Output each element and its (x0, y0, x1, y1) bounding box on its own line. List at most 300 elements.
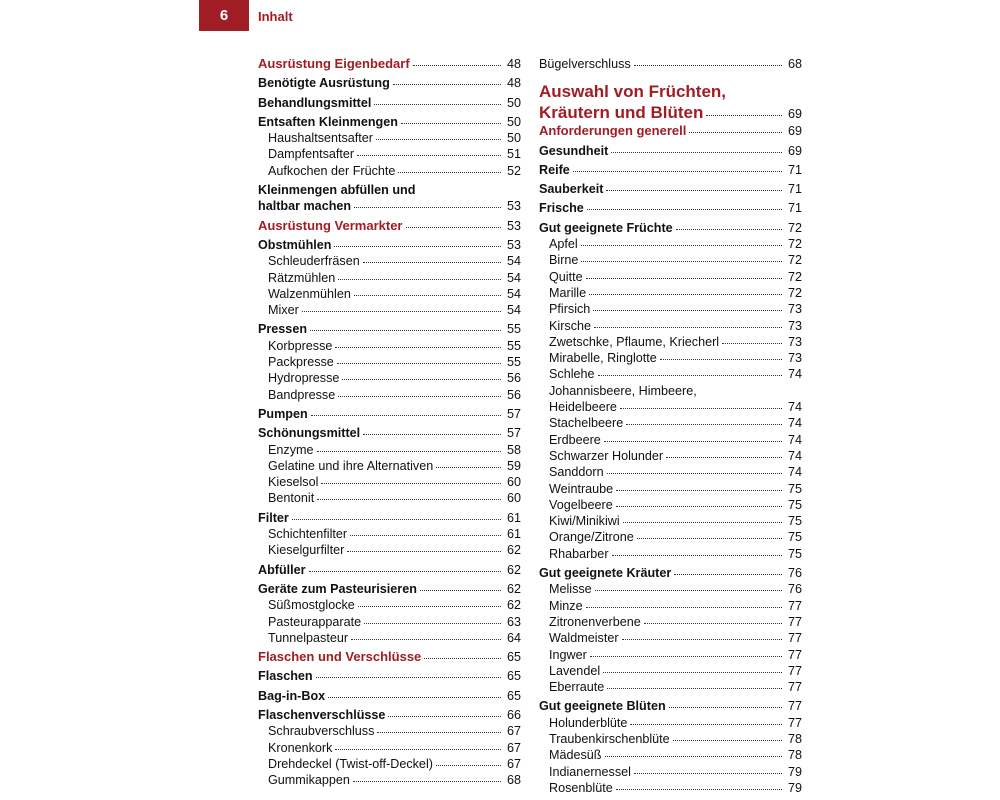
toc-leader-dots (603, 672, 782, 673)
toc-leader-dots (607, 688, 782, 689)
toc-entry-title: Walzenmühlen (268, 286, 351, 301)
toc-entry[interactable] (258, 542, 521, 558)
toc-entry-page: 74 (787, 448, 802, 463)
toc-entry-title: Kieselsol (268, 475, 319, 490)
toc-entry[interactable] (539, 236, 802, 252)
toc-entry-page: 67 (506, 724, 521, 739)
toc-entry-page: 67 (506, 756, 521, 771)
toc-section-heading[interactable] (258, 56, 521, 72)
toc-entry[interactable] (539, 162, 802, 178)
toc-entry[interactable] (539, 764, 802, 780)
toc-entry-title: Pressen (258, 322, 308, 337)
toc-entry-page: 57 (506, 406, 521, 421)
toc-entry[interactable] (258, 688, 521, 704)
toc-entry-page: 74 (787, 367, 802, 382)
toc-entry-title: Mädesüß (549, 748, 602, 763)
toc-entry-title: Rätzmühlen (268, 270, 336, 285)
toc-entry-page: 53 (506, 237, 521, 252)
toc-leader-dots (342, 379, 501, 380)
toc-entry[interactable] (539, 200, 802, 216)
toc-entry-page: 72 (787, 253, 802, 268)
toc-entry-title: Quitte (549, 269, 583, 284)
toc-left-column (258, 56, 521, 788)
header-title: Inhalt (258, 9, 293, 24)
toc-entry-title: Benötigte Ausrüstung (258, 76, 390, 91)
toc-entry-title: Bag-in-Box (258, 688, 326, 703)
toc-entry-title: Enzyme (268, 442, 314, 457)
toc-entry-title: Gut geeignete Blüten (539, 699, 666, 714)
toc-leader-dots (722, 343, 782, 344)
toc-entry-page: 54 (506, 286, 521, 301)
toc-entry-page: 75 (787, 481, 802, 496)
toc-entry-page: 53 (506, 218, 521, 233)
toc-entry-page: 69 (787, 143, 802, 158)
toc-entry-page: 53 (506, 199, 521, 214)
toc-entry-page: 78 (787, 748, 802, 763)
toc-entry-page: 77 (787, 715, 802, 730)
toc-entry-title: Gut geeignete Früchte (539, 220, 673, 235)
toc-leader-dots (377, 732, 501, 733)
toc-entry[interactable] (258, 740, 521, 756)
toc-entry-page: 76 (787, 566, 802, 581)
toc-leader-dots (623, 522, 782, 523)
toc-entry[interactable] (258, 581, 521, 597)
toc-entry-title: Melisse (549, 582, 592, 597)
toc-entry-title: Schichtenfilter (268, 527, 348, 542)
toc-leader-dots (347, 551, 501, 552)
toc-entry-title: Rhabarber (549, 546, 609, 561)
toc-entry[interactable] (539, 56, 802, 72)
toc-leader-dots (337, 363, 501, 364)
toc-entry[interactable] (539, 448, 802, 464)
toc-entry[interactable] (258, 723, 521, 739)
toc-leader-dots (363, 262, 501, 263)
toc-entry-page: 55 (506, 355, 521, 370)
toc-leader-dots (316, 677, 501, 678)
toc-leader-dots (612, 555, 782, 556)
toc-leader-dots (605, 756, 783, 757)
toc-entry-page: 77 (787, 631, 802, 646)
toc-entry-page: 54 (506, 270, 521, 285)
toc-entry[interactable] (258, 338, 521, 354)
toc-entry[interactable] (258, 237, 521, 253)
toc-leader-dots (669, 707, 782, 708)
toc-entry-title: Waldmeister (549, 631, 619, 646)
toc-entry-title: Packpresse (268, 355, 334, 370)
toc-leader-dots (338, 396, 501, 397)
toc-entry-title: Pasteurapparate (268, 614, 362, 629)
toc-entry-title: Ingwer (549, 647, 587, 662)
toc-leader-dots (292, 519, 501, 520)
toc-leader-dots (620, 408, 782, 409)
toc-leader-dots (351, 639, 501, 640)
toc-leader-dots (594, 327, 782, 328)
toc-entry[interactable] (258, 490, 521, 506)
toc-entry[interactable] (258, 286, 521, 302)
toc-entry[interactable] (539, 546, 802, 562)
chapter-heading-line1: Auswahl von Früchten, (539, 82, 727, 102)
toc-entry-page: 62 (506, 562, 521, 577)
toc-leader-dots (634, 65, 782, 66)
toc-entry[interactable] (539, 663, 802, 679)
toc-entry-page: 65 (506, 650, 521, 665)
toc-entry-page: 61 (506, 510, 521, 525)
toc-entry-title: Mirabelle, Ringlotte (549, 351, 657, 366)
toc-entry-page: 77 (787, 663, 802, 678)
toc-entry-title: Mixer (268, 303, 299, 318)
toc-leader-dots (674, 574, 782, 575)
toc-entry-page: 72 (787, 285, 802, 300)
toc-entry-title: Weintraube (549, 481, 614, 496)
toc-entry-title: Gelatine und ihre Alternativen (268, 458, 434, 473)
toc-entry-title: Tunnelpasteur (268, 630, 349, 645)
toc-entry[interactable] (539, 301, 802, 317)
toc-entry[interactable] (258, 354, 521, 370)
toc-section-heading[interactable] (539, 123, 802, 139)
toc-leader-dots (595, 590, 782, 591)
toc-entry[interactable] (539, 432, 802, 448)
toc-leader-dots (593, 310, 782, 311)
toc-entry-page: 77 (787, 699, 802, 714)
toc-entry[interactable] (539, 529, 802, 545)
toc-entry[interactable] (258, 510, 521, 526)
toc-leader-dots (335, 347, 501, 348)
toc-leader-dots (310, 330, 501, 331)
toc-entry-page: 75 (787, 497, 802, 512)
toc-entry-title: Flaschen und Verschlüsse (258, 649, 422, 665)
toc-entry-page: 57 (506, 426, 521, 441)
toc-leader-dots (616, 490, 782, 491)
toc-entry-title: Sauberkeit (539, 182, 604, 197)
toc-entry-title: Hydropresse (268, 371, 340, 386)
toc-entry-page: 50 (506, 95, 521, 110)
toc-entry-title: Indianernessel (549, 764, 631, 779)
toc-entry-title: Obstmühlen (258, 237, 332, 252)
toc-entry[interactable] (539, 747, 802, 763)
toc-entry-title: Kronenkork (268, 740, 333, 755)
toc-leader-dots (335, 749, 501, 750)
toc-entry-page: 48 (506, 57, 521, 71)
toc-entry-page: 50 (506, 114, 521, 129)
toc-leader-dots (363, 434, 501, 435)
toc-entry[interactable] (539, 780, 802, 796)
toc-leader-dots (406, 227, 502, 228)
toc-entry-title: Schleuderfräsen (268, 254, 360, 269)
toc-entry[interactable] (539, 481, 802, 497)
toc-entry[interactable] (258, 442, 521, 458)
toc-entry[interactable] (539, 252, 802, 268)
toc-leader-dots (321, 483, 501, 484)
toc-entry-page: 73 (787, 334, 802, 349)
toc-entry-page: 75 (787, 546, 802, 561)
toc-entry-title: Zitronenverbene (549, 614, 641, 629)
chapter-heading[interactable] (539, 81, 802, 123)
toc-leader-dots (611, 152, 782, 153)
toc-entry-page: 73 (787, 351, 802, 366)
toc-entry[interactable] (258, 630, 521, 646)
toc-leader-dots (604, 441, 782, 442)
toc-leader-dots (634, 773, 782, 774)
toc-entry-page: 74 (787, 416, 802, 431)
toc-leader-dots (317, 499, 501, 500)
toc-entry[interactable] (539, 731, 802, 747)
toc-leader-dots (586, 278, 782, 279)
toc-leader-dots (644, 623, 782, 624)
toc-entry[interactable] (539, 565, 802, 581)
toc-entry[interactable] (258, 130, 521, 146)
toc-entry-title: Flaschen (258, 669, 313, 684)
toc-leader-dots (598, 375, 782, 376)
toc-entry-page: 74 (787, 432, 802, 447)
toc-leader-dots (424, 658, 501, 659)
toc-entry-title: Sanddorn (549, 465, 604, 480)
toc-section-heading[interactable] (258, 649, 521, 665)
toc-leader-dots (676, 229, 782, 230)
toc-leader-dots (616, 506, 782, 507)
toc-leader-dots (606, 190, 782, 191)
toc-entry-title: Gut geeignete Kräuter (539, 566, 672, 581)
toc-entry-title: Filter (258, 510, 289, 525)
toc-leader-dots (581, 261, 782, 262)
toc-entry[interactable] (258, 253, 521, 269)
toc-entry[interactable] (258, 756, 521, 772)
toc-entry-title: Abfüller (258, 562, 306, 577)
toc-entry-page: 62 (506, 543, 521, 558)
toc-entry-title: Rosenblüte (549, 780, 613, 795)
toc-entry[interactable] (258, 772, 521, 788)
toc-entry-title-line[interactable]: Johannisbeere, Himbeere, (549, 383, 697, 398)
toc-entry[interactable] (258, 614, 521, 630)
toc-leader-dots (637, 538, 782, 539)
toc-entry-title: Ausrüstung Eigenbedarf (258, 56, 410, 71)
toc-leader-dots (626, 424, 782, 425)
toc-entry-title: Kieselgurfilter (268, 543, 345, 558)
toc-entry-page: 61 (506, 527, 521, 542)
page-number: 6 (219, 7, 229, 24)
toc-leader-dots (706, 115, 782, 116)
toc-entry[interactable] (258, 458, 521, 474)
toc-entry[interactable] (539, 647, 802, 663)
toc-entry-title: Pfirsich (549, 302, 591, 317)
toc-entry[interactable] (539, 366, 802, 382)
toc-entry[interactable] (539, 614, 802, 630)
toc-leader-dots (317, 451, 502, 452)
toc-entry[interactable] (258, 146, 521, 162)
toc-entry[interactable] (539, 220, 802, 236)
toc-leader-dots (354, 207, 501, 208)
toc-leader-dots (309, 571, 501, 572)
toc-entry-title: Schwarzer Holunder (549, 448, 664, 463)
toc-leader-dots (328, 697, 501, 698)
toc-entry-page: 73 (787, 318, 802, 333)
toc-entry[interactable] (258, 597, 521, 613)
toc-entry-title: Kirsche (549, 318, 591, 333)
toc-entry[interactable] (539, 399, 802, 415)
toc-leader-dots (302, 311, 501, 312)
toc-entry-page: 55 (506, 338, 521, 353)
toc-entry[interactable] (539, 698, 802, 714)
toc-entry-page: 71 (787, 182, 802, 197)
toc-entry[interactable] (539, 143, 802, 159)
toc-leader-dots (376, 139, 501, 140)
toc-leader-dots (616, 789, 782, 790)
toc-entry[interactable] (539, 269, 802, 285)
toc-entry[interactable] (539, 630, 802, 646)
toc-entry-page: 59 (506, 458, 521, 473)
toc-entry[interactable] (539, 464, 802, 480)
toc-entry-page: 65 (506, 669, 521, 684)
toc-entry[interactable] (258, 707, 521, 723)
toc-entry[interactable] (258, 370, 521, 386)
toc-entry-page: 54 (506, 254, 521, 269)
toc-leader-dots (388, 716, 501, 717)
toc-leader-dots (660, 359, 782, 360)
toc-entry[interactable] (258, 562, 521, 578)
toc-leader-dots (401, 123, 501, 124)
toc-entry[interactable] (258, 75, 521, 91)
toc-leader-dots (420, 590, 501, 591)
toc-entry-title: Bandpresse (268, 387, 336, 402)
toc-entry[interactable] (258, 474, 521, 490)
toc-entry-page: 62 (506, 598, 521, 613)
toc-entry-page: 65 (506, 688, 521, 703)
toc-entry-page: 52 (506, 163, 521, 178)
toc-entry-title: Schlehe (549, 367, 595, 382)
toc-entry-title-line[interactable]: Kleinmengen abfüllen und (258, 183, 416, 198)
toc-entry-page: 73 (787, 302, 802, 317)
toc-entry[interactable] (539, 715, 802, 731)
toc-entry-title: Bügelverschluss (539, 57, 631, 71)
toc-section-heading[interactable] (258, 218, 521, 234)
toc-entry-title: Haushaltsentsafter (268, 131, 374, 146)
toc-entry-title: Ausrüstung Vermarkter (258, 217, 403, 233)
toc-entry[interactable] (539, 285, 802, 301)
toc-leader-dots (436, 765, 501, 766)
toc-entry[interactable] (258, 425, 521, 441)
toc-entry[interactable] (258, 95, 521, 111)
toc-entry[interactable] (539, 598, 802, 614)
toc-entry-page: 74 (787, 400, 802, 415)
toc-leader-dots (338, 279, 501, 280)
toc-entry[interactable] (539, 679, 802, 695)
toc-leader-dots (354, 295, 501, 296)
toc-leader-dots (573, 171, 782, 172)
toc-leader-dots (334, 246, 501, 247)
toc-entry-title: Reife (539, 162, 570, 177)
toc-entry-title: Schönungsmittel (258, 426, 361, 441)
toc-entry-title: Flaschenverschlüsse (258, 707, 386, 722)
toc-entry-page: 72 (787, 269, 802, 284)
toc-entry-page: 63 (506, 614, 521, 629)
toc-leader-dots (587, 209, 782, 210)
toc-leader-dots (364, 623, 501, 624)
toc-entry-title: Korbpresse (268, 338, 333, 353)
toc-entry-page: 68 (506, 773, 521, 788)
toc-entry-page: 75 (787, 530, 802, 545)
toc-entry-title: Schraubverschluss (268, 724, 375, 739)
toc-entry-page: 58 (506, 442, 521, 457)
toc-entry[interactable] (258, 302, 521, 318)
toc-entry-page: 60 (506, 475, 521, 490)
toc-entry-page: 71 (787, 201, 802, 216)
toc-entry-page: 62 (506, 581, 521, 596)
toc-entry-title: Behandlungsmittel (258, 95, 372, 110)
toc-entry-page: 69 (787, 124, 802, 139)
toc-entry-title: Frische (539, 201, 584, 216)
toc-entry[interactable] (258, 163, 521, 179)
toc-entry-title: Lavendel (549, 663, 601, 678)
toc-entry-page: 77 (787, 680, 802, 695)
toc-leader-dots (622, 639, 782, 640)
toc-entry-title: haltbar machen (258, 199, 352, 214)
toc-entry[interactable] (258, 321, 521, 337)
toc-leader-dots (413, 65, 501, 66)
toc-entry-title: Gesundheit (539, 143, 609, 158)
toc-leader-dots (311, 415, 501, 416)
toc-leader-dots (436, 467, 501, 468)
toc-leader-dots (353, 781, 501, 782)
toc-leader-dots (357, 155, 501, 156)
toc-leader-dots (607, 473, 782, 474)
toc-entry-page: 77 (787, 614, 802, 629)
toc-leader-dots (630, 724, 782, 725)
toc-entry-page: 79 (787, 764, 802, 779)
toc-entry-title: Erdbeere (549, 432, 601, 447)
toc-entry-title: Birne (549, 253, 579, 268)
toc-entry[interactable] (539, 181, 802, 197)
toc-entry[interactable] (258, 668, 521, 684)
toc-entry-page: 77 (787, 647, 802, 662)
toc-entry-page: 74 (787, 465, 802, 480)
toc-entry-page: 75 (787, 514, 802, 529)
toc-leader-dots (586, 607, 782, 608)
toc-entry-title: Zwetschke, Pflaume, Kriecherl (549, 334, 720, 349)
toc-entry-title: Orange/Zitrone (549, 530, 634, 545)
toc-entry[interactable] (258, 270, 521, 286)
toc-entry-page: 55 (506, 322, 521, 337)
toc-entry-title: Anforderungen generell (539, 123, 687, 139)
toc-entry[interactable] (539, 513, 802, 529)
toc-entry[interactable] (539, 318, 802, 334)
toc-entry[interactable] (539, 581, 802, 597)
toc-entry-page: 79 (787, 780, 802, 795)
toc-entry-page: 67 (506, 740, 521, 755)
toc-entry[interactable] (258, 114, 521, 130)
toc-entry-title: Kiwi/Minikiwi (549, 514, 620, 529)
toc-entry-page: 60 (506, 491, 521, 506)
toc-leader-dots (398, 172, 501, 173)
toc-entry[interactable] (258, 526, 521, 542)
toc-entry-title: Bentonit (268, 491, 315, 506)
toc-entry[interactable] (258, 198, 521, 214)
toc-entry-title: Minze (549, 598, 583, 613)
toc-leader-dots (374, 104, 501, 105)
toc-entry[interactable] (539, 497, 802, 513)
toc-entry-page: 66 (506, 707, 521, 722)
toc-right-column (539, 56, 802, 796)
chapter-heading-page: 69 (787, 107, 802, 122)
toc-entry[interactable] (539, 350, 802, 366)
toc-entry[interactable] (258, 387, 521, 403)
toc-entry-page: 51 (506, 147, 521, 162)
toc-entry-title: Gummikappen (268, 773, 350, 788)
toc-entry[interactable] (539, 415, 802, 431)
toc-entry-title: Pumpen (258, 406, 308, 421)
chapter-heading-line2: Kräutern und Blüten (539, 103, 704, 123)
toc-entry[interactable] (539, 334, 802, 350)
toc-entry-title: Aufkochen der Früchte (268, 163, 396, 178)
toc-entry[interactable] (258, 406, 521, 422)
